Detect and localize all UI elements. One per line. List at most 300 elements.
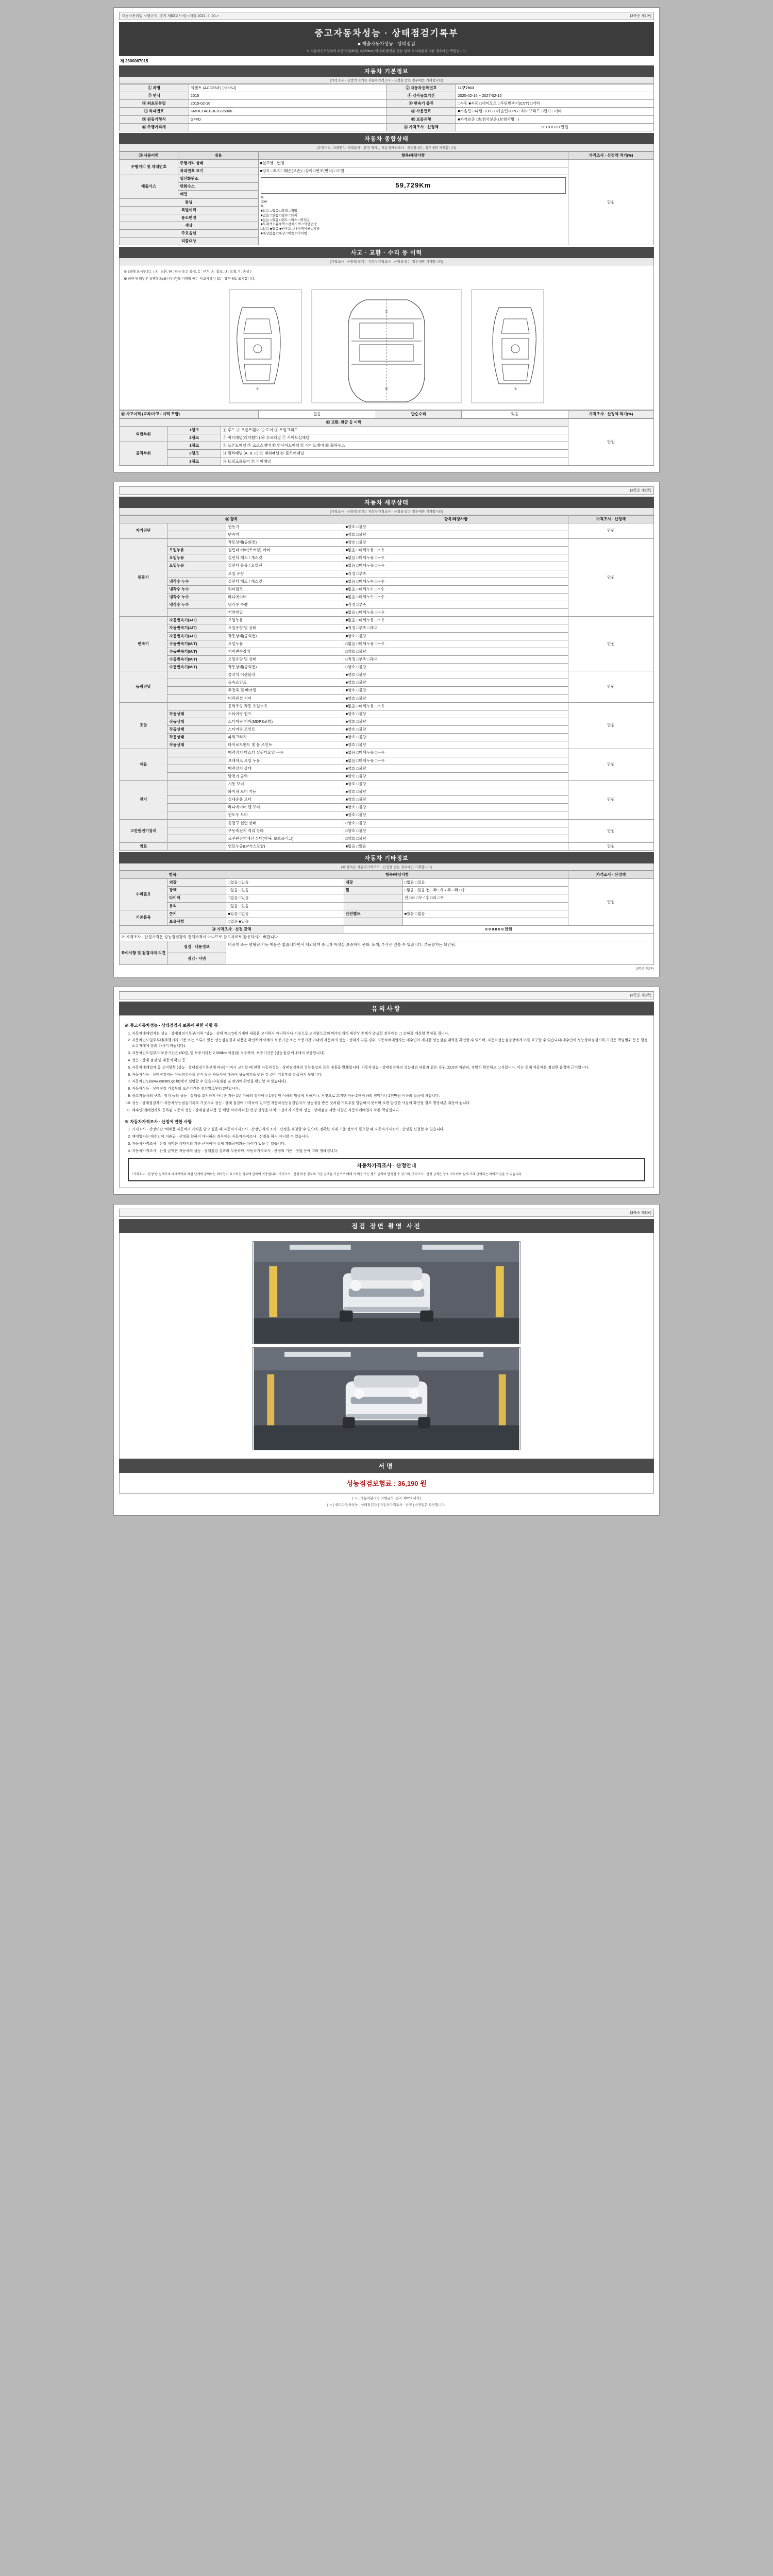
other-opt-2[interactable]: □없음 □있음: [226, 894, 344, 902]
detail-options-1-5[interactable]: ■없음 □미세누수 □누수: [344, 578, 568, 585]
overall-opts-4: %: [260, 205, 264, 209]
section-basic-header: 자동차 기본정보: [119, 65, 654, 77]
detail-options-2-3[interactable]: □없음 □미세누유 □누유: [344, 640, 568, 648]
other-opt2-2[interactable]: 전 □좌 □우 / 후 □좌 □우: [402, 894, 568, 902]
other-item-5: 보유사항: [167, 918, 226, 925]
page-4: [113, 1204, 660, 1516]
table-row: [120, 418, 654, 426]
detail-options-5-1[interactable]: ■없음 □미세누유 □누유: [344, 757, 568, 765]
detail-item-1-7: 라디에이터: [226, 593, 344, 601]
detail-item-4-1: 스티어링 펌프: [226, 710, 344, 718]
overall-cat-usage: 용도변경: [120, 214, 259, 222]
notice-item: 7. 자동차인도(www.car365.go.kr)에서 설명할 수 있습니다(점검 및 관리에 확인을 확인할 수 있습니다).: [132, 1079, 648, 1085]
notice-item: 1. 가격조사 · 산정이란 "매매용 자동차의 가격을 알고 싶을 때 자동차가격조사 · 산정인에게 조사 · 산정을 요청할 수 있으며, 정확한 거래 기준 정보가 필요할 때 자동차가격조사 · 산정을 신청할 수 있습니다.: [132, 1127, 648, 1133]
detail-sub-3-1: [167, 679, 226, 687]
other-item2-4: 안전벨트: [344, 910, 402, 918]
detail-sub-2-1: 자동변속기(A/T): [167, 624, 226, 632]
detail-sub-2-5: 수동변속기(M/T): [167, 655, 226, 663]
detail-options-5-3[interactable]: ■양호 □불량: [344, 772, 568, 780]
total-price-label: ⑱ 가격조사 · 산정 금액: [120, 925, 344, 933]
detail-sub-1-3: 오일누유: [167, 562, 226, 570]
detail-item-5-3: 발전기 출력: [226, 772, 344, 780]
detail-options-6-3[interactable]: ■양호 □불량: [344, 804, 568, 811]
detail-sub-5-0: [167, 749, 226, 757]
overall-cat-color: 색상: [120, 222, 259, 229]
detail-options-1-8[interactable]: ■적정 □부족: [344, 601, 568, 609]
detail-options-7-1[interactable]: □양호 □불량: [344, 827, 568, 835]
overall-cat-recall: 리콜대상: [120, 238, 259, 245]
other-opt2-1[interactable]: □없음 □있음 전 □좌 □우 / 후 □좌 □우: [402, 887, 568, 894]
detail-item-1-6: 워터펌프: [226, 585, 344, 593]
basic-label-1: ③ 연식: [120, 92, 189, 100]
overall-opts-6[interactable]: ■없음 □있음 □침수 □화재: [260, 213, 297, 217]
notices-title: 유의사항: [119, 1002, 654, 1015]
detail-item-1-8: 냉각수 수량: [226, 601, 344, 609]
detail-options-4-4[interactable]: ■양호 □불량: [344, 734, 568, 741]
detail-group-4: 조향: [120, 702, 167, 749]
other-cat-basic: 기본품목: [120, 910, 167, 925]
document-subnote: ※ 자동차인도일부터 보증기간(30일, 2,000km) 이내에 발견된 성능·상태 고지내용과 다른 경우에만 책임집니다.: [306, 49, 467, 53]
detail-options-1-1[interactable]: ■없음 □미세누유 □누유: [344, 547, 568, 554]
detail-price-5: 만원: [568, 749, 654, 781]
other-opt-5[interactable]: □없음 ■있음: [226, 918, 344, 925]
other-item-2: 타이어: [167, 894, 226, 902]
detail-options-1-7[interactable]: ■없음 □미세누수 □누수: [344, 593, 568, 601]
overall-header-row: [120, 151, 654, 159]
detail-options-3-0[interactable]: ■양호 □불량: [344, 671, 568, 679]
page-1: [113, 7, 660, 472]
table-row: [120, 92, 654, 100]
accident-price-label: 가격조사 · 산정액 적기(%): [568, 410, 654, 418]
table-row: [120, 84, 654, 92]
other-cat-repair: 수리필요: [120, 879, 167, 910]
detail-group-8: 연료: [120, 842, 167, 850]
page-3-topbar: [119, 991, 654, 999]
basic-value2-3[interactable]: ■가솔린 □디젤 □LPG □가솔린+LPG □하이브리드 □전기 □기타: [456, 108, 654, 115]
basic-label-4: ⑨ 원동기형식: [120, 115, 189, 123]
special-note-label: 특이사항 및 점검자의 의견: [120, 941, 167, 965]
detail-item-1-3: 실린더 블록 / 오일팬: [226, 562, 344, 570]
detail-options-4-3[interactable]: ■양호 □불량: [344, 726, 568, 734]
basic-value2-1: 2025-02-16 ~ 2027-02-15: [456, 92, 654, 100]
detail-options-4-5[interactable]: ■양호 □불량: [344, 741, 568, 749]
other-opt-4[interactable]: ■있음 □없음: [226, 910, 344, 918]
other-item-1: 광택: [167, 887, 226, 894]
diagram-legend-2: ※ 하단 당해부분 설명목록(표시부분)을 기재할 때는 사고기록이 없는 경우에도 표기합니다.: [124, 277, 255, 281]
detail-item-6-3: 라디에이터 팬 모터: [226, 804, 344, 811]
detail-sub-3-3: [167, 694, 226, 702]
svg-text:④: ④: [384, 386, 389, 391]
detail-item-0-0: 원동기: [226, 523, 344, 531]
detail-item-1-5: 실린더 헤드 / 개스킷: [226, 578, 344, 585]
basic-value-5: [189, 123, 386, 131]
detail-sub-8-0: [167, 842, 226, 850]
overall-item-4: 매연: [178, 191, 259, 198]
detail-sub-7-0: [167, 819, 226, 827]
detail-sub-0-0: [167, 523, 226, 531]
svg-text:③: ③: [513, 387, 517, 391]
table-row: [120, 671, 654, 679]
overall-opts-2: %: [260, 195, 264, 199]
other-col-1: 항목: [120, 871, 226, 879]
overall-item-0: 주행거리 상태: [178, 159, 259, 167]
detail-item-3-3: 디퍼렌셜 기어: [226, 694, 344, 702]
detail-price-4: 만원: [568, 702, 654, 749]
overall-state-table: [119, 151, 654, 246]
detail-sub-1-6: 냉각수 누수: [167, 585, 226, 593]
table-row: [120, 539, 654, 547]
detail-state-table: [119, 515, 654, 851]
section-overall-header: 자동차 종합상태: [119, 133, 654, 144]
basic-value-4: G4FD: [189, 115, 386, 123]
page-number-3: (3쪽중 제3쪽): [630, 994, 651, 998]
detail-item-1-2: 실린더 헤드 / 개스킷: [226, 554, 344, 562]
detail-sub-4-5: 작동상태: [167, 741, 226, 749]
frame-items-1[interactable]: ⑧ 프론트패널 ⑨ 크로스멤버 ⑩ 인사이드패널 ⑪ 사이드멤버 ⑫ 휠하우스: [221, 442, 568, 450]
guide-box: [128, 1158, 645, 1181]
detail-item-7-2: 고전원전기배선 상태(피복, 보호플러그): [226, 835, 344, 842]
notice-item: 2. 매매업자는 매수인이 거래금 · 산정을 원하지 아니하는 경우에는 자동차가격조사 · 산정을 하지 아니할 수 있습니다.: [132, 1134, 648, 1140]
overall-col-2: 내용: [178, 151, 259, 159]
table-row: [120, 523, 654, 531]
diagram-legend-1: ※ (상태 표시부호) : ( X : 교환, W : 판금 또는 용접, C : 부식, A : 흠집, U : 요철, T : 손상 ): [124, 270, 251, 274]
other-opt-0[interactable]: □없음 □있음: [226, 879, 344, 887]
detail-col-1: ⑯ 항목: [120, 515, 344, 523]
detail-sub-6-2: [167, 796, 226, 804]
other-header-row: [120, 871, 654, 879]
basic-label-5: ⑪ 주행거리계: [120, 123, 189, 131]
detail-options-1-4[interactable]: ■적정 □부족: [344, 570, 568, 578]
section-other-header: 자동차 기타정보: [119, 852, 654, 863]
frame-items-3[interactable]: ⑯ 트렁크플로어 ⑰ 리어패널: [221, 457, 568, 465]
section-other-note: (⑰ 항목은 자동차가격조사 · 산정을 받는 경우에만 기재합니다): [119, 863, 654, 871]
detail-sub-6-1: [167, 788, 226, 796]
detail-item-6-2: 실내송풍 모터: [226, 796, 344, 804]
detail-options-7-2[interactable]: □양호 □불량: [344, 835, 568, 842]
detail-item-6-4: 윈도우 모터: [226, 811, 344, 819]
basic-label2-2: ⑥ 변속기 종류: [386, 100, 456, 108]
mileage-value: 59,729Km: [261, 177, 566, 194]
detail-options-8-0[interactable]: ■없음 □있음: [344, 842, 568, 850]
table-row: [120, 879, 654, 887]
detail-item-2-3: 오일누유: [226, 640, 344, 648]
detail-options-1-6[interactable]: ■없음 □미세누수 □누수: [344, 585, 568, 593]
photos-title: 점검 장면 촬영 사진: [119, 1219, 654, 1233]
detail-options-0-0[interactable]: ■양호 □불량: [344, 523, 568, 531]
other-opt-3[interactable]: □없음 □있음: [226, 902, 344, 910]
detail-sub-4-3: 작동상태: [167, 726, 226, 734]
other-item2-1: 휠: [344, 887, 402, 894]
table-row: [120, 749, 654, 757]
detail-item-6-0: 시동 모터: [226, 780, 344, 788]
notice-item: 10. 성능 · 상태점검자가 자동차성능점검기록부 거짓으로 성능 · 상태 점검에 가격차이 있으면 자동차성능점검업자가 성능점검 받은 것처럼 기록부를 발급하지 못하며 또한 발급한 사실이 확인될 경우 행정처분 대상이 됩니다.: [132, 1101, 648, 1107]
detail-item-0-1: 변속기: [226, 531, 344, 538]
detail-item-2-2: 작동상태(공회전): [226, 632, 344, 640]
detail-item-4-4: 파워크러치: [226, 734, 344, 741]
detail-sub-1-0: [167, 539, 226, 547]
overall-item-1: 차대번호 표기: [178, 167, 259, 175]
detail-sub-4-2: 작동상태: [167, 718, 226, 725]
document-number: 제 2300067015: [120, 59, 148, 63]
detail-options-3-1[interactable]: ■양호 □불량: [344, 679, 568, 687]
detail-sub-1-7: 냉각수 누수: [167, 593, 226, 601]
car-left-side-diagram: [227, 287, 304, 405]
frame-rank-1: 1랭크: [167, 442, 221, 450]
detail-item-5-0: 배력장치 마스터 실린더오일 누유: [226, 749, 344, 757]
accident-history-table: [119, 410, 654, 418]
checker-label: 점검 · 내용정보: [167, 941, 226, 953]
basic-value-1: 2015: [189, 92, 386, 100]
overall-cat-emission: 배출가스: [120, 175, 178, 198]
notice-item: 5. 자동차매매업자 등 고지항목 (성능 · 상태점검기록부에 따라) 미비시 고지할 때 편행 자동차성능 · 상태점검자의 성능점검과 같은 내용을 발췌합니다. 자동차성능 · 상태점검자의 성능점검 내용과 같은 경우, 22,0의 차관과, 정확히 확인하고 고지합니다. 이는 현재 자동차를 점검한 품질에 근거합니다.: [132, 1065, 648, 1071]
page-2-topbar: [119, 486, 654, 495]
simple-repair-label: 단순수리: [376, 410, 461, 418]
page-2: [113, 482, 660, 978]
car-top-view-diagram: [309, 287, 464, 405]
detail-sub-1-5: 냉각수 누수: [167, 578, 226, 585]
table-row: [120, 702, 654, 710]
table-row: [120, 100, 654, 108]
outer-rank-1: 1랭크: [167, 427, 221, 434]
detail-item-4-5: 타이로드엔드 및 볼 조인트: [226, 741, 344, 749]
outer-items-1[interactable]: ① 후드 ② 프론트휀더 ③ 도어 ④ 트렁크리드: [221, 427, 568, 434]
other-opt2-0[interactable]: □없음 □있음: [402, 879, 568, 887]
detail-options-5-2[interactable]: ■양호 □불량: [344, 765, 568, 772]
notices-body: [119, 1015, 654, 1188]
overall-opts-0[interactable]: ■실주행 □변경: [258, 159, 568, 167]
detail-options-6-4[interactable]: ■양호 □불량: [344, 811, 568, 819]
other-opt2-4[interactable]: ■있음 □없음: [402, 910, 568, 918]
detail-options-4-0[interactable]: ■없음 □미세누유 □누유: [344, 702, 568, 710]
notice-item: 6. 자동차성능 · 상태점검자는 성능점검자를 받지 않은 자동차에 대하여 성능점검을 받은 것 같이 기록부를 발급하지 못합니다.: [132, 1073, 648, 1078]
basic-label2-1: ④ 검사유효기간: [386, 92, 456, 100]
detail-item-1-0: 작동상태(공회전): [226, 539, 344, 547]
detail-price-2: 만원: [568, 617, 654, 671]
detail-item-5-1: 브레이크 오일 누유: [226, 757, 344, 765]
detail-item-4-2: 스티어링 기어(MDPS포함): [226, 718, 344, 725]
detail-sub-0-1: [167, 531, 226, 538]
notice-item: 3. 자동차가격조사 · 산정 내역은 계약서의 기준 근거이며 실제 거래금액과는 차이가 있을 수 있습니다.: [132, 1142, 648, 1147]
simple-repair-value[interactable]: 있음: [461, 410, 568, 418]
overall-opts-5[interactable]: ■없음 □있음 □불법 □적법: [260, 209, 297, 213]
detail-sub-4-4: 작동상태: [167, 734, 226, 741]
detail-price-1: 만원: [568, 539, 654, 617]
detail-options-2-6[interactable]: □양호 □불량: [344, 664, 568, 671]
page-2-footer: (3쪽중 제2쪽): [635, 968, 654, 971]
overall-opts-3: ppm: [260, 200, 267, 204]
detail-item-2-5: 오일유량 및 상태: [226, 655, 344, 663]
table-row: [120, 934, 654, 941]
detail-item-3-0: 클러치 어셈블리: [226, 671, 344, 679]
notice-item: 8. 자동차성능 · 상태점검 기록부의 보존기간은 점검일로부터 2년입니다.: [132, 1087, 648, 1092]
detail-options-3-2[interactable]: ■양호 □불량: [344, 687, 568, 694]
frame-items-2[interactable]: ⑬ 필러패널 (A, B, C) ⑭ 대쉬패널 ⑮ 플로어패널: [221, 450, 568, 457]
detail-options-6-2[interactable]: ■양호 □불량: [344, 796, 568, 804]
other-opt2-3[interactable]: [402, 902, 568, 910]
document-title-block: [119, 22, 654, 56]
accident-diagram-box: [119, 265, 654, 410]
notice-item: 3. 자동차인도일부터 보증기간은 (30일, 및 보증거리는 2,000km 이상)을 적용하며, 보증기간은 (성능점검 이내에서 보증합니다).: [132, 1051, 648, 1057]
page-3: [113, 987, 660, 1195]
basic-info-table: [119, 84, 654, 131]
other-info-table: [119, 871, 654, 965]
detail-options-0-1[interactable]: ■양호 □불량: [344, 531, 568, 538]
detail-options-1-3[interactable]: ■없음 □미세누유 □누유: [344, 562, 568, 570]
table-row: [120, 819, 654, 827]
table-row: [120, 780, 654, 788]
detail-sub-5-2: [167, 765, 226, 772]
detail-item-7-0: 충전구 절연 상태: [226, 819, 344, 827]
detail-item-2-0: 오일누유: [226, 617, 344, 624]
basic-value2-2[interactable]: □수동 ■자동 □세미오토 □무단변속기(CVT) □기타: [456, 100, 654, 108]
other-item2-2: [344, 894, 402, 902]
frame-panel-label: 골격부위: [120, 442, 167, 465]
basic-value2-5: 0 0 0 0 0 0 만원: [456, 123, 654, 131]
detail-sub-2-6: 수동변속기(M/T): [167, 664, 226, 671]
tail-note-2: [ ㅇ ] 중고자동차성능 · 상태점검자 [ 자동차가격조사 · 산정 ] 비정입문 확인합니다.: [327, 1503, 446, 1507]
overall-item-2: 일산화탄소: [178, 175, 259, 183]
detail-sub-6-4: [167, 811, 226, 819]
detail-options-5-0[interactable]: ■없음 □미세누유 □누유: [344, 749, 568, 757]
page-number-4: (3쪽중 제3쪽): [630, 1211, 651, 1215]
detail-item-2-6: 작동상태(공회전): [226, 664, 344, 671]
detail-options-1-0[interactable]: ■양호 □불량: [344, 539, 568, 547]
detail-group-6: 전기: [120, 780, 167, 819]
accident-price-value: 만원: [568, 418, 654, 465]
detail-item-1-4: 오일 유량: [226, 570, 344, 578]
section-accident-header: 사고 · 교환 · 수리 등 이력: [119, 247, 654, 258]
overall-cat-special: 특별이력: [120, 206, 259, 214]
detail-options-2-0[interactable]: ■없음 □미세누유 □누유: [344, 617, 568, 624]
page-1-topbar: [119, 12, 654, 20]
notice-item: 9. 중고자동차의 구조 · 장치 등의 성능 · 상태를 고지하지 아니한 자는 1년 이하의 징역이나 1천만원 이하의 벌금에 처하거나, 거짓으로 고지한 자는 2년 이하의 징역이나 2천만원 이하의 벌금에 처합니다.: [132, 1094, 648, 1099]
detail-options-6-1[interactable]: ■양호 □불량: [344, 788, 568, 796]
basic-label2-4: ⑩ 보증유형: [386, 115, 456, 123]
detail-group-1: 원동기: [120, 539, 167, 617]
detail-sub-2-0: 자동변속기(A/T): [167, 617, 226, 624]
detail-group-3: 동력전달: [120, 671, 167, 703]
detail-options-3-3[interactable]: ■양호 □불량: [344, 694, 568, 702]
detail-options-2-1[interactable]: ■적정 □부족 □과다: [344, 624, 568, 632]
detail-options-1-9[interactable]: ■없음 □미세누유 □누유: [344, 609, 568, 617]
photos-area: [119, 1233, 654, 1459]
detail-price-8: 만원: [568, 842, 654, 850]
outer-items-2[interactable]: ⑤ 쿼터패널(리어휀더) ⑥ 루프패널 ⑦ 사이드실패널: [221, 434, 568, 442]
page-4-topbar: [119, 1209, 654, 1217]
detail-options-2-4[interactable]: □양호 □불량: [344, 648, 568, 655]
detail-item-8-0: 연료누출(LP가스포함): [226, 842, 344, 850]
basic-value-3: KMHCU41BBFU225006: [189, 108, 386, 115]
detail-options-1-2[interactable]: ■없음 □미세누유 □누유: [344, 554, 568, 562]
notices-list-1: [132, 1031, 648, 1114]
other-opt2-5[interactable]: [402, 918, 568, 925]
detail-sub-7-2: [167, 835, 226, 842]
detail-item-3-2: 추진축 및 베어링: [226, 687, 344, 694]
accident-history-value[interactable]: 없음: [258, 410, 376, 418]
guide-text: "가격조사 · 산정"란 실제가치 매매계약의 체결 단계에 참여하는 매수인이 요구하는 경우에 한하여 적용됩니다. 가격조사 · 산정 비용 정보의 기준 금액을 기준으로 매매 시 비용 또는 별도 금액이 발생할 수 있으며, 가격조사 · 산정 금액은 참조 자료이며 실제 거래 금액과는 차이가 있을 수 있습니다.: [132, 1173, 523, 1176]
inspection-insurance-fee: 성능점검보험료 : 36,190 원: [119, 1473, 654, 1494]
signature-band: 서명: [119, 1459, 654, 1473]
overall-opts-1[interactable]: ■양호 □부식 □훼손(오손) □상이 □변조(변타) □도말: [258, 167, 568, 175]
basic-label2-5: ⑫ 가격조사 · 산정액: [386, 123, 456, 131]
other-col-3: 가격조사 · 산정액: [568, 871, 654, 879]
frame-rank-2: 2랭크: [167, 450, 221, 457]
detail-options-4-2[interactable]: ■양호 □불량: [344, 718, 568, 725]
other-opt-1[interactable]: □없음 □있음: [226, 887, 344, 894]
section-detail-header: 자동차 세부상태: [119, 497, 654, 508]
overall-opts-8[interactable]: ■무채색 □유채색 □전체도색 □색상변경: [260, 223, 317, 227]
table-row: [120, 617, 654, 624]
detail-sub-4-1: 작동상태: [167, 710, 226, 718]
table-row: [120, 108, 654, 115]
detail-item-1-1: 실린더 커버(로커암) 커버: [226, 547, 344, 554]
detail-options-6-0[interactable]: ■양호 □불량: [344, 780, 568, 788]
overall-opts-7[interactable]: ■없음 □있음 □렌트 □리스 □영업용: [260, 218, 310, 222]
notices-heading-1: ※ 중고자동차성능 · 상태점검자 보증에 관한 사항 등: [125, 1023, 218, 1028]
other-col-2: 항목/해당사항: [226, 871, 568, 879]
detail-sub-2-2: 자동변속기(A/T): [167, 632, 226, 640]
other-price: 만원: [568, 879, 654, 926]
special-note-text[interactable]: 비공개 또는 평형된 기능 예물은 없습니다만서 제외되며 중고차 특성상 보증하지 문화, 도색, 부식은 있을 수 있습니다. 부품첨지는 확인됨.: [226, 941, 654, 965]
detail-group-7: 고전원전기장치: [120, 819, 167, 842]
total-price-note: ※ 가격조사 · 산정가격은 성능점검장의 전체가격이 아니므로 참고자료로 활용하시기 바랍니다.: [120, 934, 654, 941]
svg-text:①: ①: [256, 387, 260, 391]
other-item2-5: [344, 918, 402, 925]
overall-cat-mileage: 주행거리 및 차대번호: [120, 159, 178, 175]
other-item2-3: [344, 902, 402, 910]
overall-opts-10[interactable]: ■해당없음 □해당 □이행 □미이행: [260, 231, 307, 235]
basic-value2-4[interactable]: ■자가보증 □보험사보증 (보험사명 : ): [456, 115, 654, 123]
parts-title: ⑮ 교환, 판금 등 이력: [120, 418, 568, 426]
section-overall-note: (주행거리, 차량연식, 가격조사 · 산정 적기는 자동차가격조사 · 산정을 받는 경우에만 기재합니다): [119, 144, 654, 151]
notices-list-2: [132, 1127, 648, 1154]
detail-item-4-0: 동력조향 작동 오일누유: [226, 702, 344, 710]
detail-item-3-1: 등속죠인트: [226, 679, 344, 687]
overall-opts-9[interactable]: □없음 ■있음 ■썬루프 □내비게이션 □기타: [260, 227, 320, 231]
detail-options-7-0[interactable]: □양호 □불량: [344, 819, 568, 827]
detail-options-2-5[interactable]: □적정 □부족 □과다: [344, 655, 568, 663]
section-detail-note: (가격조사 · 산정액 적기는 자동차가격조사 · 산정을 받는 경우에만 기재합니다): [119, 508, 654, 515]
overall-cat-tuning: 튜닝: [120, 198, 259, 206]
detail-options-2-2[interactable]: ■양호 □불량: [344, 632, 568, 640]
accident-history-label: ⑭ 사고이력 (교차/사고 / 이력 포함): [120, 410, 259, 418]
detail-item-6-1: 와이퍼 모터 기능: [226, 788, 344, 796]
detail-sub-1-1: 오일누유: [167, 547, 226, 554]
detail-sub-3-0: [167, 671, 226, 679]
table-row: [120, 159, 654, 167]
detail-col-2: 항목/해당사항: [344, 515, 568, 523]
basic-label-3: ⑦ 차대번호: [120, 108, 189, 115]
detail-group-5: 제동: [120, 749, 167, 781]
detail-group-2: 변속기: [120, 617, 167, 671]
basic-label-2: ⑤ 최초등록일: [120, 100, 189, 108]
detail-options-4-1[interactable]: ■양호 □불량: [344, 710, 568, 718]
detail-sub-4-0: [167, 702, 226, 710]
page-number-2: (3쪽중 제2쪽): [630, 488, 651, 493]
tail-note-1: [ ㅅ ] 자동차관리법 시행규칙 [별지 제82호서식]: [352, 1497, 421, 1501]
overall-col-3: 항목/해당사항: [258, 151, 568, 159]
basic-value-2: 2015-02-16: [189, 100, 386, 108]
checker-sign-cell: 점검 · 서명: [167, 953, 226, 965]
detail-sub-7-1: [167, 827, 226, 835]
outer-rank-2: 2랭크: [167, 434, 221, 442]
overall-price: 만원: [568, 159, 654, 245]
mileage-readout-cell: [258, 175, 568, 245]
page-number-1: (3쪽중 제1쪽): [630, 14, 651, 18]
inspection-photo-front: [253, 1241, 520, 1344]
detail-group-0: 자기진단: [120, 523, 167, 538]
form-reference: 자동차관리법 시행규칙 [별지 제82호서식] <개정 2021. 4. 20.>: [122, 14, 219, 18]
